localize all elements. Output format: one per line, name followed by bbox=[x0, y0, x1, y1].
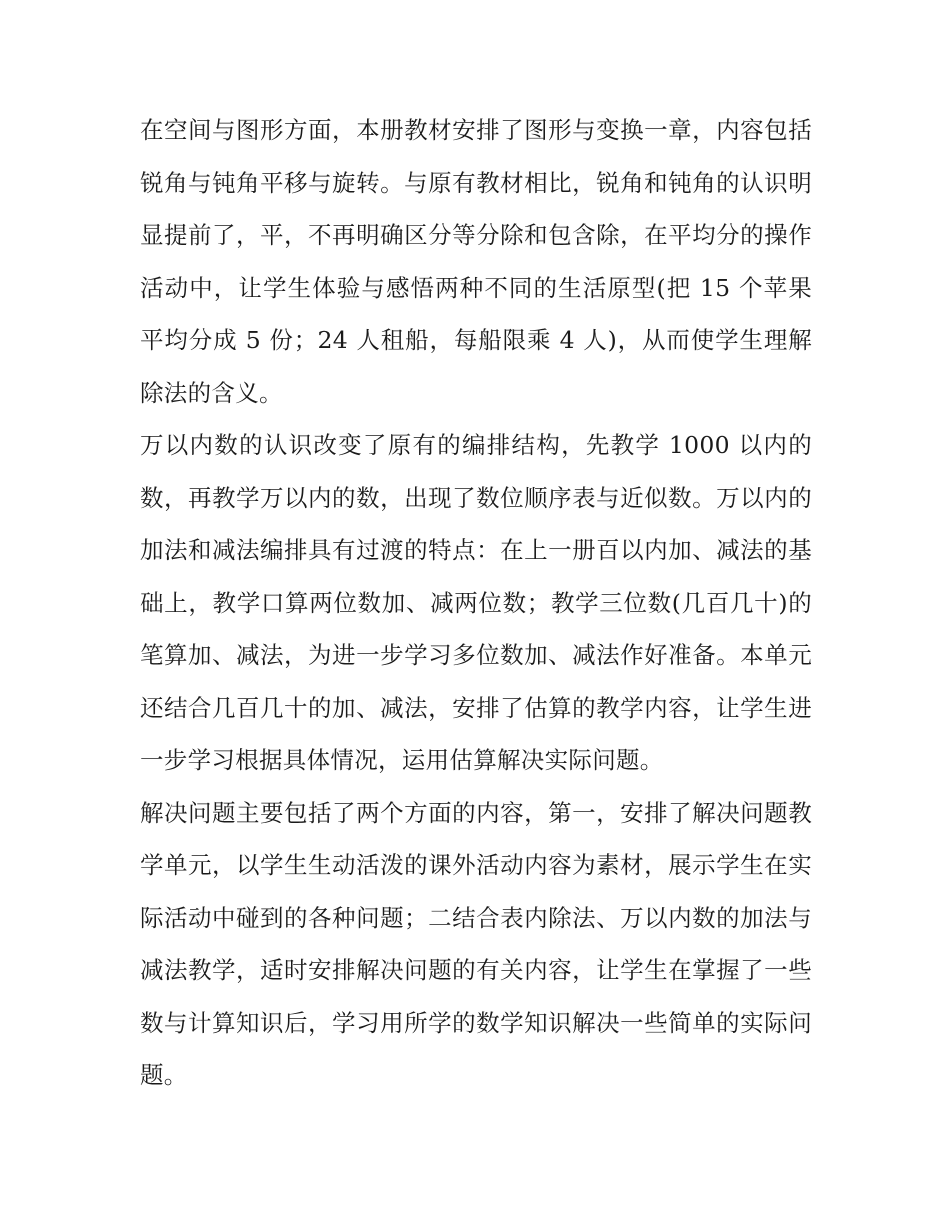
paragraph-space-and-shapes: 在空间与图形方面，本册教材安排了图形与变换一章，内容包括锐角与钝角平移与旋转。与原有教材相比，锐角和钝角的认识明显提前了，平，不再明确区分等分除和包含除，在平均分的操作活动中，让学生体验与感悟两种不同的生活原型(把 15 个苹果平均分成 5 份；24 人租船，每船限乘 4 人)，从而使学生理解除法的含义。 bbox=[140, 116, 812, 407]
paragraph-problem-solving: 解决问题主要包括了两个方面的内容，第一，安排了解决问题教学单元，以学生生动活泼的课外活动内容为素材，展示学生在实际活动中碰到的各种问题；二结合表内除法、万以内数的加法与减法教学，适时安排解决问题的有关内容，让学生在掌握了一些数与计算知识后，学习用所学的数学知识解决一些简单的实际问题。 bbox=[140, 798, 812, 1089]
document-body bbox=[140, 104, 812, 1102]
paragraph-numbers-within-ten-thousand: 万以内数的认识改变了原有的编排结构，先教学 1000 以内的数，再教学万以内的数，出现了数位顺序表与近似数。万以内的加法和减法编排具有过渡的特点：在上一册百以内加、减法的基础上，教学口算两位数加、减两位数；教学三位数(几百几十)的笔算加、减法，为进一步学习多位数加、减法作好准备。本单元还结合几百几十的加、减法，安排了估算的教学内容，让学生进一步学习根据具体情况，运用估算解决实际问题。 bbox=[140, 431, 812, 774]
